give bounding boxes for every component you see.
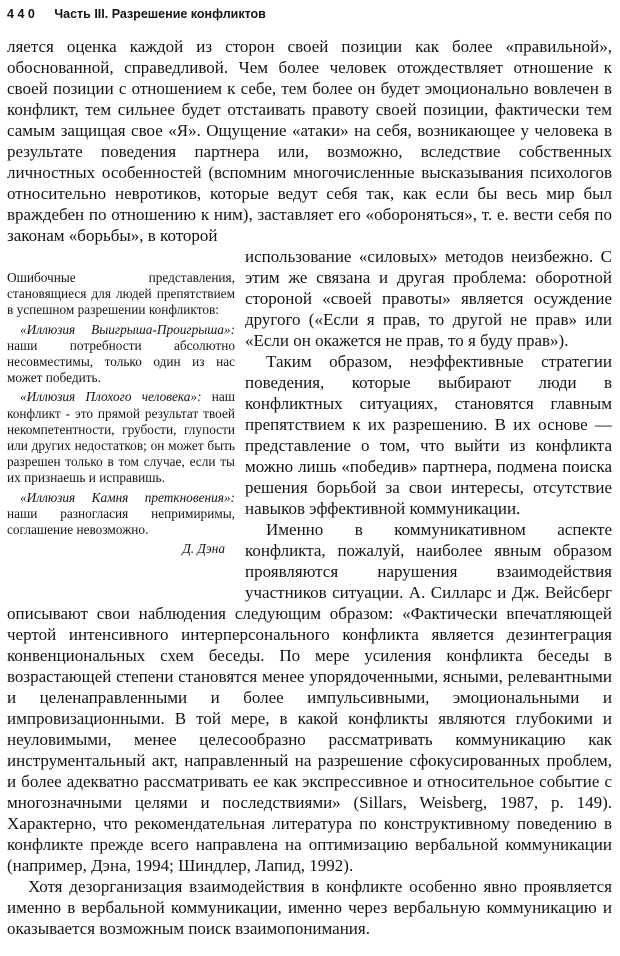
margin-note-item	[7, 322, 235, 387]
section-title: Часть III. Разрешение конфликтов	[54, 7, 266, 21]
margin-note-item-title: «Иллюзия Камня преткновения»:	[20, 489, 235, 505]
margin-note-item	[7, 490, 235, 539]
body-text	[7, 36, 612, 939]
body-paragraph-continuation: ляется оценка каждой из сторон своей позиции как более «правильной», обоснованной, справедливой. Чем более человек отождествляет отношение к своей позиции с отношением к себе, тем более он будет эмоционально вовлечен в конфликт, тем сильнее будет отстаивать правоту своей позиции, фактически тем самым защищая свое «Я». Ощущение «атаки» на себя, возникающее у человека в результате поведения партнера или, возможно, вследствие собственных личностных особенностей (вспомним многочисленные высказывания психологов относительно невротиков, которые ведут себя так, как если бы весь мир был враждебен по отношению к ним), заставляет его «обороняться», т. е. вести себя по законам «борьбы», в которой	[7, 37, 612, 245]
margin-note-item-title: «Иллюзия Плохого человека»:	[20, 389, 212, 405]
margin-note	[7, 246, 235, 594]
margin-note-intro: Ошибочные представления, становящиеся для людей препятствием в успешном разрешении конфликтов:	[7, 270, 235, 318]
running-head	[7, 6, 612, 22]
margin-note-item-text: наши потребности абсолютно несовместимы, только один из нас может победить.	[7, 337, 235, 386]
body-paragraph: Именно в коммуникативном аспекте конфликта, пожалуй, наиболее явным образом проявляются нарушения взаимодействия участников ситуации. А. Силларс и Дж. Вейсберг описывают свои наблюдения следующим образом: «Фактически впечатляющей чертой интенсивного интерперсонального конфликта является дезинтеграция конвенциональных схем беседы. По мере усиления конфликта беседы в возрастающей степени становятся менее упорядоченными, ясными, релевантными и целенаправленными и более импульсивными, эмоциональными и импровизационными. В той мере, в какой конфликты являются глубокими и неуловимыми, менее целесообразно рассматривать коммуникацию как инструментальный акт, направленный на разрешение сфокусированных проблем, и более адекватно рассматривать ее как экспрессивное и относительное событие с многозначными целями и последствиями» (Sillars, Weisberg, 1987, p. 149). Характерно, что рекомендательная литература по конструктивному поведению в конфликте прежде всего направлена на оптимизацию вербальной коммуникации (например, Дэна, 1994; Шиндлер, Лапид, 1992).	[7, 520, 612, 875]
body-paragraph: Хотя дезорганизация взаимодействия в конфликте особенно явно проявляется именно в вербальной коммуникации, именно через вербальную коммуникацию и оказывается возможным поиск взаимопонимания.	[7, 877, 612, 938]
page-number: 440	[7, 7, 39, 21]
margin-note-item-text: наши разногласия непримиримы, соглашение невозможно.	[7, 505, 235, 538]
margin-note-item	[7, 389, 235, 486]
body-paragraph: использование «силовых» методов неизбежно. С этим же связана и другая проблема: оборотной стороной «своей правоты» является осуждение другого («Если я прав, то другой не прав» или «Если он окажется не прав, то я буду прав»).	[245, 247, 612, 350]
margin-note-item-text: наш конфликт - это прямой результат твоей некомпетентности, грубости, глупости или других недостатков; он может быть разрешен только в том случае, если ты их признаешь и исправишь.	[7, 389, 235, 486]
margin-note-item-title: «Иллюзия Выигрыша-Проигрыша»:	[20, 321, 235, 337]
margin-note-attribution: Д. Дэна	[182, 541, 225, 557]
body-paragraph: Таким образом, неэффективные стратегии поведения, которые выбирают люди в конфликтных ситуациях, становятся главным препятствием к их разрешению. В их основе — представление о том, что выйти из конфликта можно лишь «победив» партнера, подмена поиска решения борьбой за свои интересы, отсутствие навыков эффективной коммуникации.	[245, 352, 612, 518]
